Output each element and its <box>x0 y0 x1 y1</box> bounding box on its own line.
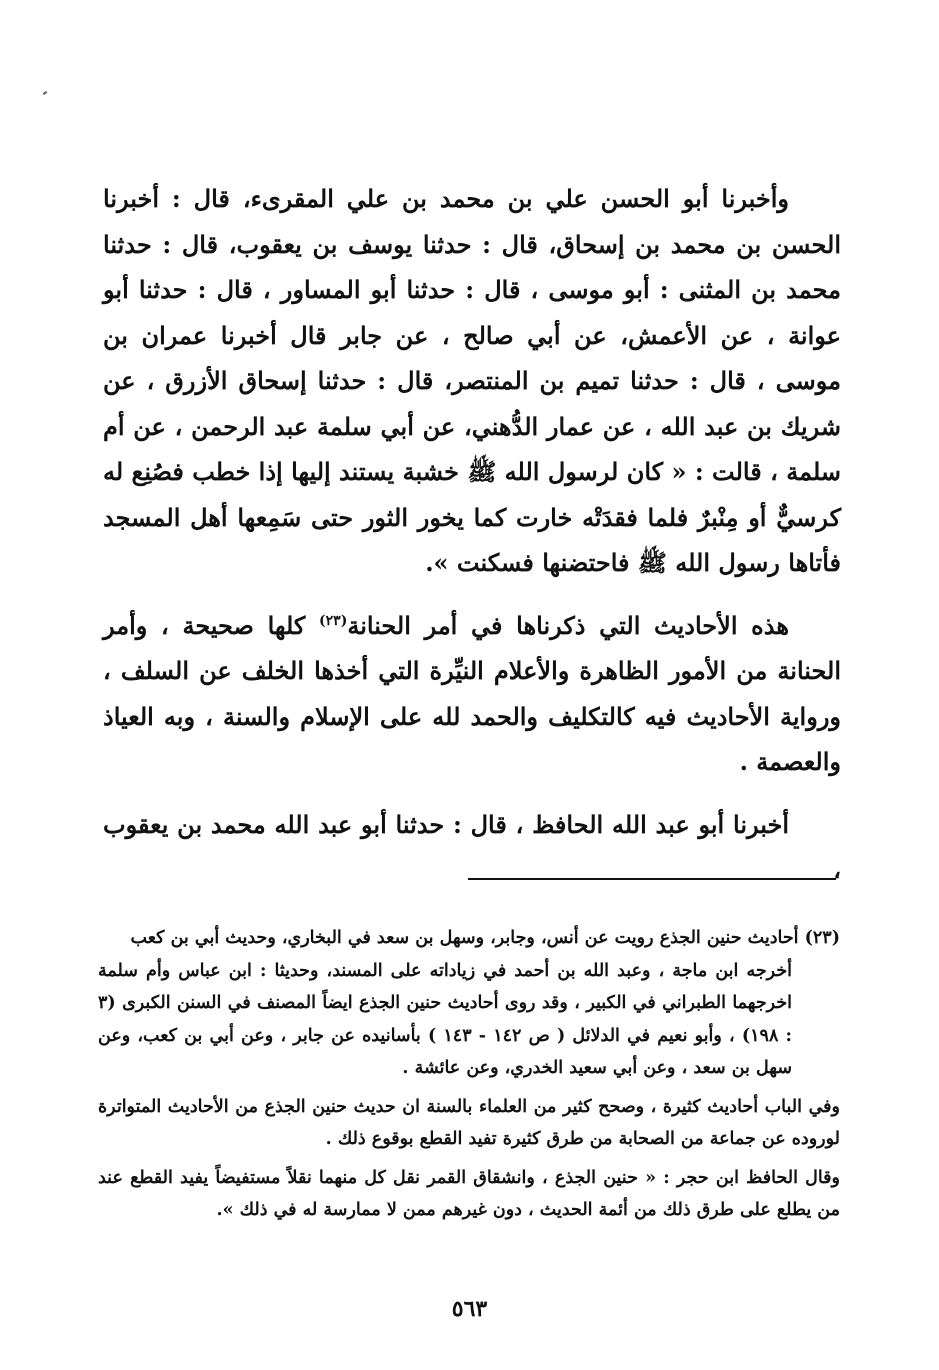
paragraph-next-chain: أخبرنا أبو عبد الله الحافظ ، قال : حدثنا أبو عبد الله محمد بن يعقوب ، <box>103 809 841 884</box>
scan-speck <box>43 91 47 95</box>
footnotes <box>98 922 840 1227</box>
paragraph-commentary <box>103 603 841 785</box>
footnote-23-first-line: (٢٣) أحاديث حنين الجذع رويت عن أنس، وجابر، وسهل بن سعد في البخاري، وحديث أبي بن كعب <box>130 928 840 948</box>
footnote-23-sources: أخرجه ابن ماجة ، وعبد الله بن أحمد في زياداته على المسند، وحديثا : ابن عباس وأم سلمة اخرجهما الطبراني في الكبير ، وقد روى أحاديث حنين الجذع ايضاً المصنف في السنن الكبرى (٣ : ١٩٨) ، وأبو نعيم في الدلائل ( ص ١٤٢ - ١٤٣ ) بأسانيده عن جابر ، وعن أبي بن كعب، وعن سهل بن سعد ، وعن أبي سعيد الخدري، وعن عائشة . <box>98 960 792 1078</box>
paragraph-hadith-chain: وأخبرنا أبو الحسن علي بن محمد بن علي المقرىء، قال : أخبرنا الحسن بن محمد بن إسحاق، قال : حدثنا يوسف بن يعقوب، قال : حدثنا محمد بن المثنى : أبو موسى ، قال : حدثنا أبو المساور ، قال : حدثنا أبو عوانة ، عن الأعمش، عن أبي صالح ، عن جابر قال أخبرنا عمران بن موسى ، قال : حدثنا تميم بن المنتصر، قال : حدثنا إسحاق الأزرق ، عن شريك بن عبد الله ، عن عمار الدُّهني، عن أبي سلمة عبد الرحمن ، عن أم سلمة ، قالت : « كان لرسول الله ﷺ خشبة يستند إليها إذا خطب فصُنِع له كرسيٌّ أو مِنْبرٌ فلما فقدَتْه خارت كما يخور الثور حتى سَمِعها أهل المسجد فأتاها رسول الله ﷺ فاحتضنها فسكنت ». <box>103 184 841 577</box>
footnote-23-mutawatir: وفي الباب أحاديث كثيرة ، وصحح كثير من العلماء بالسنة ان حديث حنين الجذع من الأحاديث المتواترة لوروده عن جماعة من الصحابة من طرق كثيرة تفيد القطع بوقوع ذلك . <box>98 1096 840 1149</box>
main-text <box>103 176 841 893</box>
footnote-reference: (٢٣) <box>319 612 348 629</box>
footnote-23-ibn-hajar: وقال الحافظ ابن حجر : « حنين الجذع ، وانشقاق القمر نقل كل منهما نقلاً مستفيضاً يفيد القطع عند من يطلع على طرق ذلك من أئمة الحديث ، دون غيرهم ممن لا ممارسة له في ذلك ». <box>98 1167 840 1220</box>
page-number: ٥٦٣ <box>451 1296 488 1322</box>
commentary-text-start: هذه الأحاديث التي ذكرناها في أمر الحنانة <box>347 610 789 640</box>
commentary-text-end: كلها صحيحة ، وأمر الحنانة من الأمور الظاهرة والأعلام النيِّرة التي أخذها الخلف عن السلف ، ورواية الأحاديث فيه كالتكليف والحمد لله على الإسلام والسنة ، وبه العياذ والعصمة . <box>103 610 841 776</box>
footnote-separator <box>468 878 836 880</box>
